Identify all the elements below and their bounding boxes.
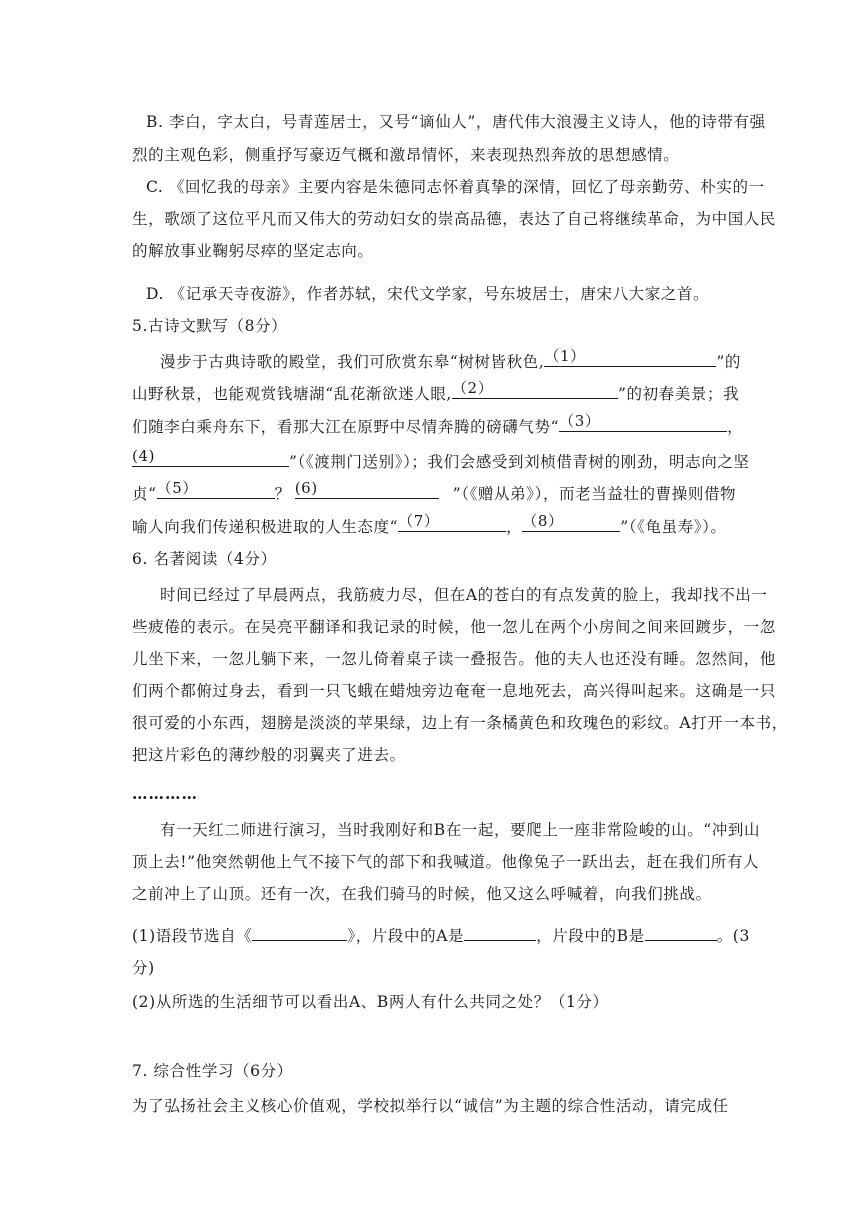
option-c-line-2: 生，歌颂了这位平凡而又伟大的劳动妇女的崇高品德，表达了自己将继续革命，为中国人民 [132, 210, 777, 228]
q7-paragraph: 为了弘扬社会主义核心价值观，学校拟举行以“诚信”为主题的综合性活动，请完成任 [132, 1097, 729, 1115]
q6-passage-2-line-1: 有一天红二师进行演习，当时我刚好和B在一起，要爬上一座非常险峻的山。“冲到山 [160, 821, 761, 839]
q6-sub-question-2: (2)从所选的生活细节可以看出A、B两人有什么共同之处？（1分） [132, 993, 609, 1011]
answer-blank-4[interactable]: (4) [132, 449, 289, 467]
answer-blank-7[interactable]: （7） [398, 514, 506, 532]
q6-sub-question-1 [132, 923, 750, 946]
q5-line-2 [132, 381, 739, 404]
q6-passage-1-line-4: 们两个都俯过身去，看到一只飞蛾在蜡烛旁边奄奄一息地死去，高兴得叫起来。这确是一只 [132, 682, 777, 700]
q6-title: 6. 名著阅读（4分） [132, 550, 277, 568]
q5-text: 喻人向我们传递积极进取的人生态度“ [132, 518, 399, 536]
q5-text: 漫步于古典诗歌的殿堂，我们可欣赏东皋“树树皆秋色, [160, 353, 545, 371]
q5-text: ？ [274, 485, 291, 503]
q5-line-4 [132, 449, 750, 472]
option-c-line-3: 的解放事业鞠躬尽瘁的坚定志向。 [132, 242, 374, 260]
answer-blank-1[interactable]: （1） [544, 349, 716, 367]
q5-text: ， [727, 418, 744, 436]
q5-text: ”的 [716, 353, 741, 371]
q6-passage-2-line-2: 顶上去!”他突然朝他上气不接下气的部下和我喊道。他像兔子一跃出去，赶在我们所有人 [132, 853, 760, 871]
q5-line-3 [132, 414, 743, 437]
q5-line-1 [160, 349, 741, 372]
answer-blank-8[interactable]: （8） [522, 514, 620, 532]
q6-passage-1-line-3: 儿坐下来，一忽儿躺下来，一忽儿倚着桌子读一叠报告。他的夫人也还没有睡。忽然间，他 [132, 650, 777, 668]
q5-text: ”（《龟虽寿》）。 [620, 518, 727, 536]
q5-text: 山野秋景，也能观赏钱塘湖“乱花渐欲迷人眼, [132, 385, 452, 403]
q6-text: (1)语段节选自《 [132, 927, 253, 945]
answer-blank-6[interactable]: (6) [295, 481, 439, 499]
q5-text: ”（《赠从弟》），而老当益壮的曹操则借物 [452, 485, 737, 503]
q6-text: ，片段中的B是 [536, 927, 645, 945]
q5-text: ”（《渡荆门送别》）；我们会感受到刘桢借青树的刚劲，明志向之坚 [289, 453, 750, 471]
q6-passage-2-line-3: 之前冲上了山顶。还有一次，在我们骑马的时候，他又这么呼喊着，向我们挑战。 [132, 885, 712, 903]
q6-passage-1-line-5: 很可爱的小东西，翅膀是淡淡的苹果绿，边上有一条橘黄色和玫瑰色的彩纹。A打开一本书， [132, 714, 788, 732]
q6-sub-question-1-cont: 分) [132, 959, 155, 977]
option-b-line-2: 烈的主观色彩，侧重抒写豪迈气概和激昂情怀，来表现热烈奔放的思想感情。 [132, 146, 680, 164]
q5-text: 贞“ [132, 485, 157, 503]
q5-text: 们随李白乘舟东下，看那大江在原野中尽情奔腾的磅礴气势“ [132, 418, 560, 436]
q6-passage-1-line-1: 时间已经过了早晨两点，我筋疲力尽，但在A的苍白的有点发黄的脸上，我却找不出一 [160, 586, 768, 604]
q6-text: 》，片段中的A是 [347, 927, 465, 945]
q6-passage-1-line-2: 些疲倦的表示。在吴亮平翻译和我记录的时候，他一忽儿在两个小房间之间来回踱步，一忽 [132, 618, 777, 636]
q5-line-6 [132, 514, 727, 537]
q6-passage-1-line-6: 把这片彩色的薄纱般的羽翼夹了进去。 [132, 746, 406, 764]
book-title-blank[interactable] [252, 923, 347, 941]
q5-text: ”的初春美景；我 [617, 385, 740, 403]
answer-blank-5[interactable]: （5） [157, 481, 275, 499]
q7-title: 7. 综合性学习（6分） [132, 1062, 293, 1080]
person-b-blank[interactable] [645, 923, 717, 941]
q5-text: ， [506, 518, 523, 536]
q5-line-5 [132, 481, 736, 504]
ellipsis: ………… [132, 784, 198, 803]
q5-title: 5.古诗文默写（8分） [132, 317, 288, 335]
person-a-blank[interactable] [464, 923, 536, 941]
answer-blank-2[interactable]: （2） [452, 381, 618, 399]
option-b-line-1: B. 李白，字太白，号青莲居士，又号“谪仙人”，唐代伟大浪漫主义诗人，他的诗带有强 [146, 113, 766, 131]
q6-text: 。(3 [716, 927, 750, 945]
answer-blank-3[interactable]: （3） [559, 414, 727, 432]
option-d-line: D. 《记承天寺夜游》，作者苏轼，宋代文学家，号东坡居士，唐宋八大家之首。 [146, 285, 710, 303]
option-c-line-1: C. 《回忆我的母亲》主要内容是朱德同志怀着真挚的深情，回忆了母亲勤劳、朴实的一 [146, 178, 765, 196]
